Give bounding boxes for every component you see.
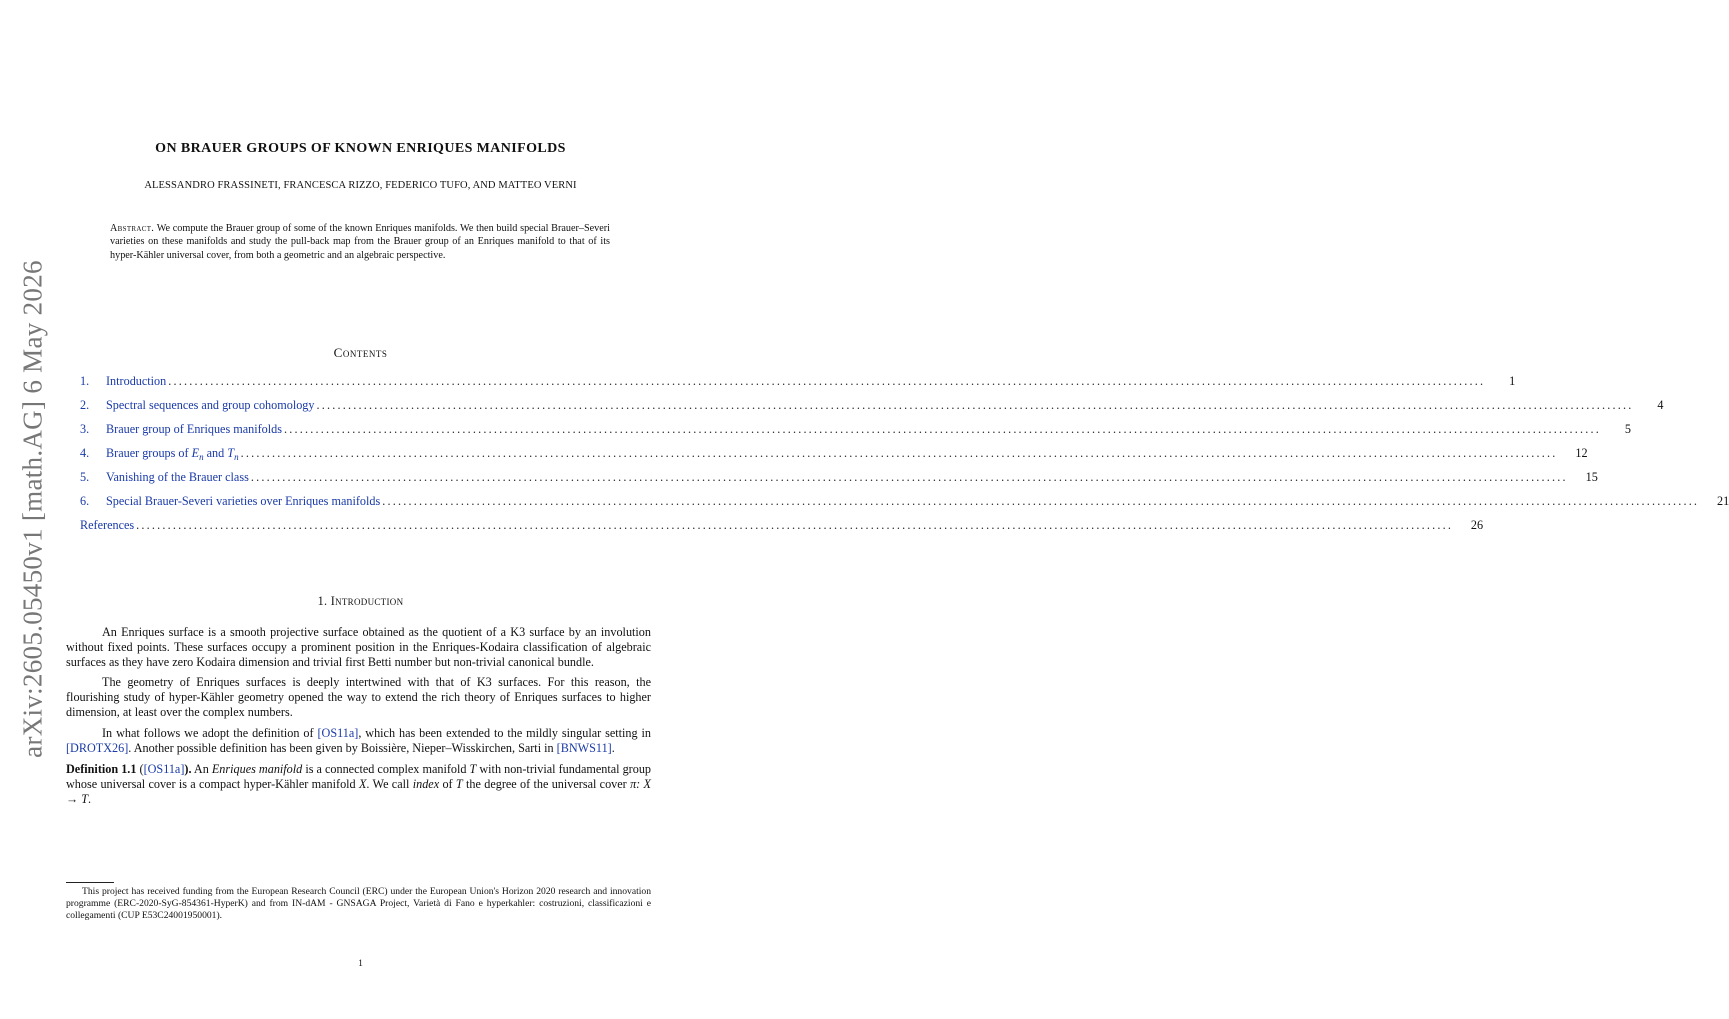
toc-leader: ........................................................................................................................................................................................................................................................... [316, 398, 1634, 412]
section-heading [0, 594, 721, 609]
toc-link[interactable]: References [80, 518, 135, 532]
citation-link[interactable]: [OS11a] [317, 725, 359, 740]
toc-number: 6. [80, 494, 90, 508]
toc-link[interactable]: Spectral sequences and group cohomology [106, 398, 315, 412]
abstract-text: We compute the Brauer group of some of the known Enriques manifolds. We then build special Brauer–Severi varieties on these manifolds and study the pull-back map from the Brauer group of an Enriques manifold to that of its hyper-Kähler universal cover, from both a geometric and an algebraic perspective. [110, 223, 610, 261]
paragraph: An Enriques surface is a smooth projective surface obtained as the quotient of a K3 surface by an involution without fixed points. These surfaces occupy a prominent position in the Enriques-Kodaira classification of algebraic surfaces as they have zero Kodaira dimension and trivial first Betti number but non-trivial canonical bundle. [66, 625, 651, 670]
toc-number: 4. [80, 446, 90, 460]
toc-item-vanishing[interactable] [80, 470, 1598, 494]
footnote [66, 886, 651, 923]
page-number: 1 [358, 958, 363, 969]
paper-title: ON BRAUER GROUPS OF KNOWN ENRIQUES MANIFOLDS [155, 141, 566, 156]
toc-number: 2. [80, 398, 90, 412]
toc-leader: ........................................................................................................................................................................................................................................................... [284, 422, 1601, 436]
toc-page: 4 [1657, 398, 1664, 412]
toc-page: 15 [1585, 470, 1598, 484]
toc-link[interactable]: Introduction [106, 374, 167, 388]
arxiv-id: arXiv:2605.05450v1 [math.AG] 6 May 2026 [17, 260, 48, 758]
citation-link[interactable]: [DROTX26] [66, 740, 129, 755]
definition-title: Definition 1.1 [66, 761, 137, 776]
section-title: Introduction [330, 594, 404, 608]
toc-number: 3. [80, 422, 90, 436]
body-text [66, 625, 651, 812]
contents-heading: Contents [333, 345, 388, 360]
definition-block: Definition 1.1 ([OS11a]). An Enriques manifold is a connected complex manifold T with non-trivial fundamental group whose universal cover is a compact hyper-Kähler manifold X. We call index of T the degree of the universal cover π: X → T. [66, 761, 652, 806]
toc-link[interactable]: Vanishing of the Brauer class [106, 470, 249, 484]
footnote-rule [66, 882, 114, 883]
toc-page: 26 [1470, 518, 1484, 532]
toc-page: 12 [1575, 446, 1588, 460]
citation-link[interactable]: [OS11a] [143, 761, 185, 776]
toc-leader: ........................................................................................................................................................................................................................................................... [250, 470, 1568, 484]
paragraph: The geometry of Enriques surfaces is deeply intertwined with that of K3 surfaces. For this reason, the flourishing study of hyper-Kähler geometry opened the way to extend the rich theory of Enriques surfaces to higher dimension, at least over the complex numbers. [66, 675, 651, 720]
paper-authors: ALESSANDRO FRASSINETI, FRANCESCA RIZZO, FEDERICO TUFO, AND MATTEO VERNI [144, 180, 577, 191]
footnote-text: This project has received funding from the European Research Council (ERC) under the European Union's Horizon 2020 research and innovation programme (ERC-2020-SyG-854361-HyperK) and from IN-dAM - GNSAGA Project, Varietà di Fano e hyperkahler: costruzioni, classificazioni e collegamenti (CUP E53C24001950001). [66, 886, 651, 922]
abstract-label: Abstract. [110, 223, 155, 234]
toc-leader: ........................................................................................................................................................................................................................................................... [382, 494, 1700, 508]
toc-item-brauer-group[interactable] [80, 422, 1631, 446]
citation-link[interactable]: [BNWS11] [556, 740, 612, 755]
toc-link[interactable]: Special Brauer-Severi varieties over Enriques manifolds [106, 494, 381, 508]
toc-item-introduction[interactable] [80, 374, 1516, 398]
toc-leader: ........................................................................................................................................................................................................................................................... [240, 446, 1558, 460]
section-number: 1. [317, 594, 328, 608]
toc-page: 1 [1509, 374, 1516, 388]
toc-link[interactable]: Brauer groups of $E_n$ and $T_n$ [106, 446, 239, 463]
toc-item-special-brauer-severi[interactable] [80, 494, 1729, 518]
abstract [110, 222, 610, 262]
toc-leader: ........................................................................................................................................................................................................................................................... [136, 518, 1454, 532]
table-of-contents [80, 374, 1729, 542]
toc-number: 5. [80, 470, 90, 484]
toc-link[interactable]: Brauer group of Enriques manifolds [106, 422, 282, 436]
toc-item-references[interactable] [80, 518, 1484, 542]
toc-leader: ........................................................................................................................................................................................................................................................... [168, 374, 1486, 388]
toc-number: 1. [80, 374, 90, 388]
paragraph: In what follows we adopt the definition of [OS11a], which has been extended to the mildly singular setting in [DROTX26]. Another possible definition has been given by Boissière, Nieper–Wisskirchen, Sarti in [BNWS11]. [66, 725, 651, 755]
toc-page: 21 [1717, 494, 1729, 508]
toc-item-brauer-groups-en-tn[interactable] [80, 446, 1588, 470]
toc-item-spectral-sequences[interactable] [80, 398, 1664, 422]
toc-page: 5 [1624, 422, 1631, 436]
